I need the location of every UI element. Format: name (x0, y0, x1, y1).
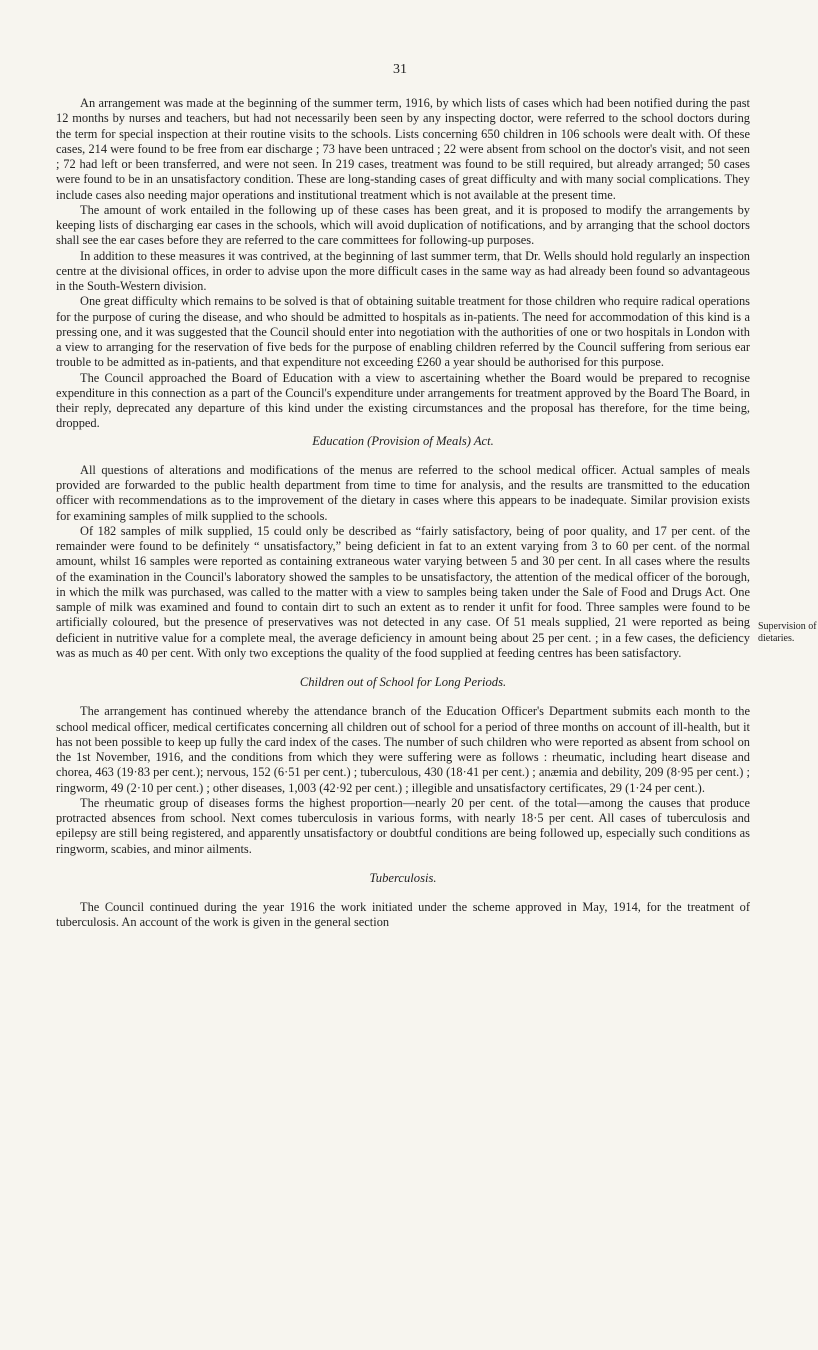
page-number: 31 (393, 62, 407, 77)
paragraph: The arrangement has continued whereby the attendance branch of the Education Officer's Department submits each month to the school medical officer, medical certificates concerning all children out of school for a period of three months on account of ill-health, but it has not been possible to keep up fully the card index of the cases. The number of such children who were reported as absent from school on the 1st November, 1916, and the conditions from which they were suffering were as follows : rheumatic, including heart disease and chorea, 463 (19·83 per cent.); nervous, 152 (6·51 per cent.) ; tuberculous, 430 (18·41 per cent.) ; anæmia and debility, 209 (8·95 per cent.) ; ringworm, 49 (2·10 per cent.) ; other diseases, 1,003 (42·92 per cent.) ; illegible and unsatisfactory certificates, 29 (1·24 per cent.). (56, 704, 750, 795)
section-heading-children: Children out of School for Long Periods. (299, 675, 507, 689)
paragraph: All questions of alterations and modifications of the menus are referred to the school medical officer. Actual samples of meals provided are forwarded to the public health department from time to time for analysis, and the results are transmitted to the education officer with recommendations as to the improvement of the dietary in cases where this appears to be inadequate. Similar provision exists for examining samples of milk supplied to the schools. (56, 462, 750, 523)
paragraph: An arrangement was made at the beginning of the summer term, 1916, by which lists of cases which had been notified during the past 12 months by nurses and teachers, but had not necessarily been seen by any inspecting doctor, were referred to the school doctors during the term for special inspection at their routine visits to the schools. Lists concerning 650 children in 106 schools were dealt with. Of these cases, 214 were found to be free from ear discharge ; 73 have been untraced ; 22 were absent from school on the doctor's visit, and not seen ; 72 had left or been transferred, and were not seen. In 219 cases, treatment was found to be still required, but already arranged; 50 cases were found to be in an unsatisfactory condition. These are long-standing cases of great difficulty and with many social complications. They include cases also needing major operations and institutional treatment which is not available at the present time. (56, 96, 750, 202)
page-body (56, 96, 750, 931)
paragraph: The Council approached the Board of Education with a view to ascertaining whether the Board would be prepared to recognise expenditure in this connection as a part of the Council's expenditure under arrangements for treatment approved by the Board The Board, in their reply, deprecated any departure of this kind under the existing circumstances and the proposal has therefore, for the time being, dropped. (56, 370, 750, 431)
paragraph: Of 182 samples of milk supplied, 15 could only be described as “fairly satisfactory, being of poor quality, and 17 per cent. of the remainder were found to be definitely “ unsatisfactory,” being deficient in fat to an extent varying from 3 to 60 per cent. of the normal amount, whilst 16 samples were reported as containing extraneous water varying between 5 and 30 per cent. In all cases where the results of the examination in the Council's laboratory showed the samples to be unsatisfactory, the attention of the medical officer of the borough, in which the milk was purchased, was called to the matter with a view to samples being taken under the Sale of Food and Drugs Act. One sample of milk was examined and found to contain dirt to such an extent as to render it unfit for food. Three samples were found to be artificially coloured, but the presence of preservatives was not detected in any case. Of 51 meals supplied, 21 were reported as being deficient in nutritive value for a complete meal, the average deficiency in amount being about 25 per cent. ; in a few cases, the deficiency was as much as 40 per cent. With only two exceptions the quality of the food supplied at feeding centres has been satisfactory. (56, 523, 750, 660)
section-heading-education: Education (Provision of Meals) Act. (312, 433, 494, 448)
paragraph: The amount of work entailed in the following up of these cases has been great, and it is proposed to modify the arrangements by keeping lists of discharging ear cases in the schools, which will avoid duplication of notifications, and by arranging that the school doctors shall see the ear cases before they are referred to the care committees for following-up purposes. (56, 202, 750, 248)
section-heading-tuberculosis: Tuberculosis. (369, 870, 437, 885)
paragraph: The Council continued during the year 1916 the work initiated under the scheme approved in May, 1914, for the treatment of tuberculosis. An account of the work is given in the general section (56, 900, 750, 930)
paragraph: The rheumatic group of diseases forms the highest proportion—nearly 20 per cent. of the total—among the causes that produce protracted absences from school. Next comes tuberculosis in various forms, with nearly 18·5 per cent. All cases of tuberculosis and epilepsy are still being registered, and apparently unsatisfactory or doubtful conditions are being followed up, especially such conditions as ringworm, scabies, and minor ailments. (56, 795, 750, 856)
margin-note: Supervision of dietaries. (758, 621, 817, 644)
paragraph: In addition to these measures it was contrived, at the beginning of last summer term, that Dr. Wells should hold regularly an inspection centre at the divisional offices, in order to advise upon the more difficult cases in the same way as had already been found so advantageous in the South-Western division. (56, 248, 750, 293)
paragraph: One great difficulty which remains to be solved is that of obtaining suitable treatment for those children who require radical operations for the purpose of curing the disease, and who should be admitted to hospitals as in-patients. The need for accommodation of this kind is a pressing one, and it was suggested that the Council should enter into negotiation with the authorities of one or two hospitals in London with a view to arranging for the reservation of five beds for the purpose of enabling children referred by the Council suffering from serious ear trouble to be admitted as in-patients, and that expenditure not exceeding £260 a year should be authorised for this purpose. (56, 294, 750, 370)
